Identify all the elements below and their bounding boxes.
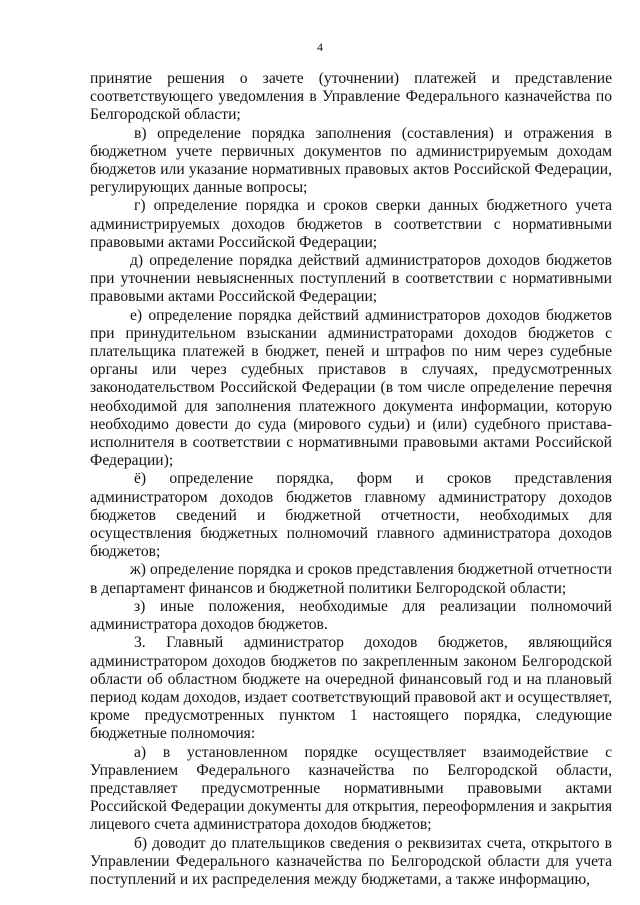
paragraph-item-d: д) определение порядка действий администраторов доходов бюджетов при уточнении невыясненных поступлений в соответствии с нормативными правовыми актами Российской Федерации; <box>90 252 612 306</box>
paragraph-item-z: з) иные положения, необходимые для реализации полномочий администратора доходов бюджетов. <box>90 597 612 634</box>
paragraph-item-a: а) в установленном порядке осуществляет взаимодействие с Управлением Федерального казначейства по Белгородской области, представляет предусмотренные нормативными правовыми актами Российской Федерации документы для открытия, переоформления и закрытия лицевого счета администратора доходов бюджетов; <box>90 743 612 834</box>
paragraph-item-e: е) определение порядка действий администраторов доходов бюджетов при принудительном взыскании администраторами доходов бюджетов с плательщика платежей в бюджет, пеней и штрафов по ним через судебные органы или через судебных приставов в случаях, предусмотренных законодательством Российской Федерации (в том числе определение перечня необходимой для заполнения платежного документа информации, которую необходимо довести до суда (мирового судьи) и (или) судебного пристава-исполнителя в соответствии с нормативными правовыми актами Российской Федерации); <box>90 306 612 470</box>
paragraph-continuation: принятие решения о зачете (уточнении) платежей и представление соответствующего уведомления в Управление Федерального казначейства по Белгородской области; <box>90 70 612 124</box>
paragraph-section-3: 3. Главный администратор доходов бюджетов, являющийся администратором доходов бюджетов по закрепленным законом Белгородской области об областном бюджете на очередной финансовый год и на плановый период кодам доходов, издает соответствующий правовой акт и осуществляет, кроме предусмотренных пунктом 1 настоящего порядка, следующие бюджетные полномочия: <box>90 634 612 743</box>
page-number: 4 <box>317 40 323 54</box>
paragraph-item-yo: ё) определение порядка, форм и сроков представления администратором доходов бюджетов главному администратору доходов бюджетов сведений и бюджетной отчетности, необходимых для осуществления бюджетных полномочий главного администратора доходов бюджетов; <box>90 470 612 561</box>
document-body <box>90 70 612 889</box>
paragraph-item-v: в) определение порядка заполнения (составления) и отражения в бюджетном учете первичных документов по администрируемым доходам бюджетов или указание нормативных правовых актов Российской Федерации, регулирующих данные вопросы; <box>90 124 612 197</box>
paragraph-item-g: г) определение порядка и сроков сверки данных бюджетного учета администрируемых доходов бюджетов в соответствии с нормативными правовыми актами Российской Федерации; <box>90 197 612 251</box>
paragraph-item-zh: ж) определение порядка и сроков представления бюджетной отчетности в департамент финансов и бюджетной политики Белгородской области; <box>90 561 612 597</box>
paragraph-item-b: б) доводит до плательщиков сведения о реквизитах счета, открытого в Управлении Федерального казначейства по Белгородской области для учета поступлений и их распределения между бюджетами, а также информацию, <box>90 834 612 888</box>
